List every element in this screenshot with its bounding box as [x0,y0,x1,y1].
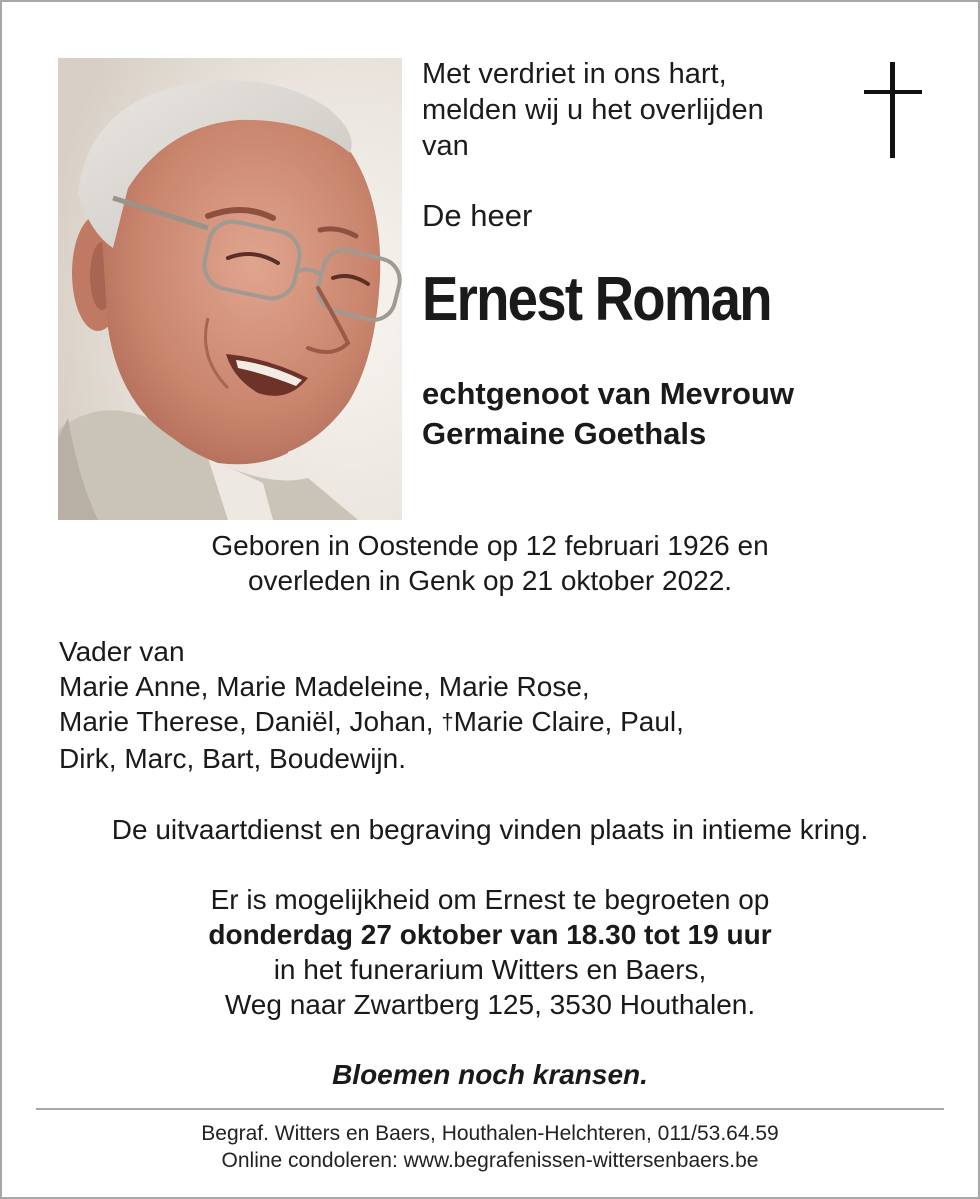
latin-cross-icon [864,62,922,160]
portrait-image [58,58,402,520]
visit-line: Er is mogelijkheid om Ernest te begroeten op [210,884,770,915]
footer [0,1120,980,1174]
children-line-part: Marie Claire, Paul, [453,706,684,737]
flowers-note: Bloemen noch kransen. [332,1059,648,1090]
children-list [59,634,684,776]
dagger-icon: † [441,709,454,734]
children-line: Marie Anne, Marie Madeleine, Marie Rose, [59,671,590,702]
funeral-home-contact: Begraf. Witters en Baers, Houthalen-Helchteren, 011/53.64.59 [201,1122,779,1145]
intro-line: van [422,130,469,162]
ceremony-text: De uitvaartdienst en begraving vinden plaats in intieme kring. [111,814,869,845]
intro-text [422,56,842,164]
honorific: De heer [422,198,533,233]
children-line [59,704,684,741]
visit-location: in het funerarium Witters en Baers, [273,954,707,985]
visitation-text [0,882,980,1022]
intro-line: Met verdriet in ons hart, [422,58,727,90]
children-heading: Vader van [59,636,185,667]
spouse-text [422,374,794,454]
portrait-photo [58,58,402,520]
footer-divider [36,1108,944,1110]
intro-line: melden wij u het overlijden [422,94,764,126]
children-line: Dirk, Marc, Bart, Boudewijn. [59,743,406,774]
death-line: overleden in Genk op 21 oktober 2022. [247,565,733,596]
deceased-name: Ernest Roman [422,265,771,334]
children-line-part: Marie Therese, Daniël, Johan, [59,706,442,737]
spouse-line: Germaine Goethals [422,416,707,451]
condolence-link[interactable]: Online condoleren: www.begrafenissen-wittersenbaers.be [221,1149,759,1172]
birth-death-text [0,528,980,598]
birth-line: Geboren in Oostende op 12 februari 1926 en [211,530,769,561]
visit-datetime: donderdag 27 oktober van 18.30 tot 19 uur [208,919,772,950]
visit-address: Weg naar Zwartberg 125, 3530 Houthalen. [224,989,756,1020]
spouse-line: echtgenoot van Mevrouw [422,376,795,411]
